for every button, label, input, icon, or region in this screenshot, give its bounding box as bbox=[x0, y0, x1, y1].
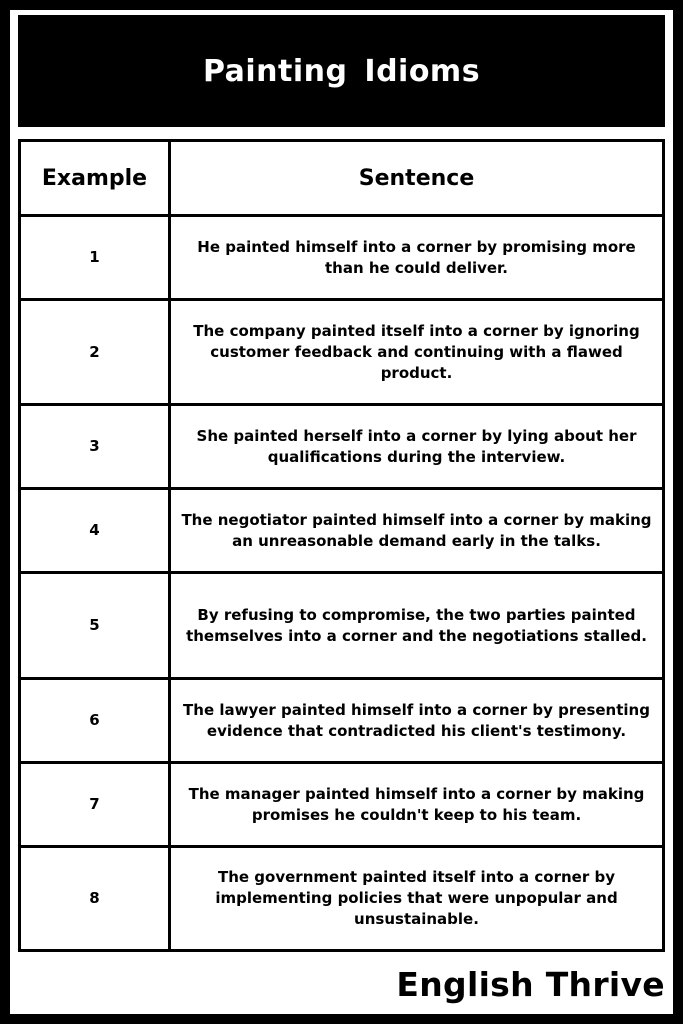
idiom-card bbox=[10, 10, 673, 1014]
example-number: 6 bbox=[20, 679, 170, 763]
page-title: Painting Idioms bbox=[202, 53, 481, 89]
column-header-sentence: Sentence bbox=[170, 141, 664, 216]
example-sentence: The government painted itself into a corner by implementing policies that were unpopular and unsustainable. bbox=[170, 847, 664, 951]
table-header-row bbox=[20, 141, 664, 216]
brand-footer: English Thrive bbox=[396, 965, 665, 1004]
table-row bbox=[20, 763, 664, 847]
example-number: 2 bbox=[20, 300, 170, 405]
table-row bbox=[20, 847, 664, 951]
table-row bbox=[20, 300, 664, 405]
title-bar bbox=[18, 15, 665, 127]
example-number: 7 bbox=[20, 763, 170, 847]
example-sentence: The manager painted himself into a corner by making promises he couldn't keep to his team. bbox=[170, 763, 664, 847]
example-number: 5 bbox=[20, 573, 170, 679]
table-row bbox=[20, 573, 664, 679]
example-sentence: The lawyer painted himself into a corner by presenting evidence that contradicted his client's testimony. bbox=[170, 679, 664, 763]
example-sentence: He painted himself into a corner by promising more than he could deliver. bbox=[170, 216, 664, 300]
column-header-example: Example bbox=[20, 141, 170, 216]
example-number: 1 bbox=[20, 216, 170, 300]
example-sentence: She painted herself into a corner by lying about her qualifications during the interview. bbox=[170, 405, 664, 489]
table-row bbox=[20, 489, 664, 573]
example-number: 4 bbox=[20, 489, 170, 573]
example-sentence: The company painted itself into a corner by ignoring customer feedback and continuing with a flawed product. bbox=[170, 300, 664, 405]
example-number: 3 bbox=[20, 405, 170, 489]
table-row bbox=[20, 679, 664, 763]
example-sentence: The negotiator painted himself into a corner by making an unreasonable demand early in the talks. bbox=[170, 489, 664, 573]
example-number: 8 bbox=[20, 847, 170, 951]
idioms-table bbox=[18, 139, 665, 952]
example-sentence: By refusing to compromise, the two parties painted themselves into a corner and the negotiations stalled. bbox=[170, 573, 664, 679]
table-row bbox=[20, 216, 664, 300]
table-row bbox=[20, 405, 664, 489]
